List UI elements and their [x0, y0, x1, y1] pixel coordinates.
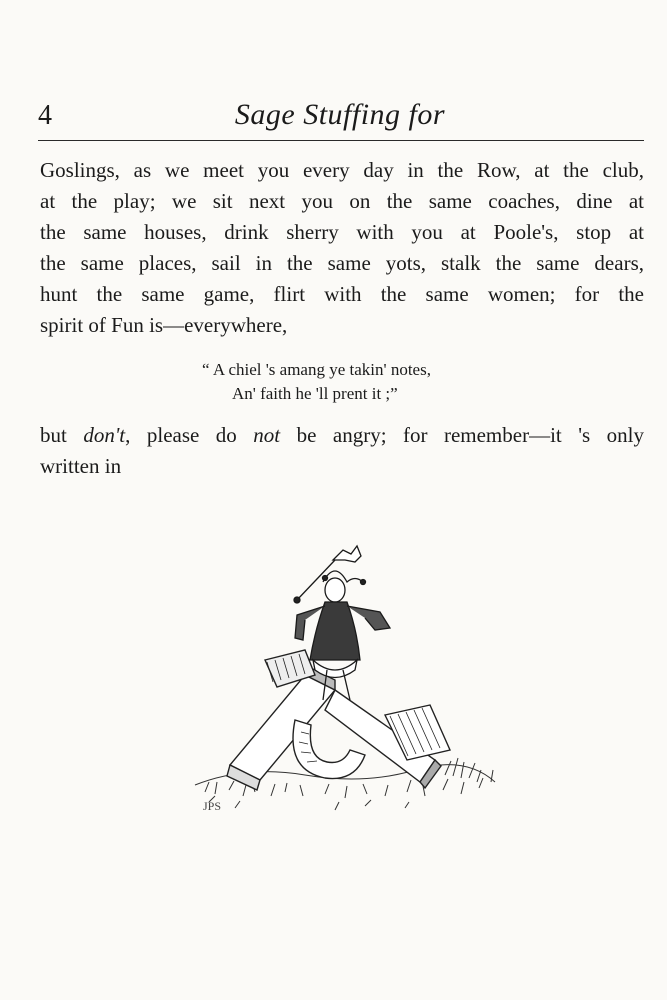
text-run: , please do	[125, 423, 254, 447]
page-header	[38, 96, 642, 136]
text-line	[40, 420, 644, 451]
text-line: spirit of Fun is—everywhere,	[40, 313, 288, 337]
emphasis-dont: don't	[83, 423, 126, 447]
text-line: hunt the same game, flirt with the same women; for the	[40, 282, 644, 306]
text-line: the same houses, drink sherry with you at Poole's, stop at	[40, 220, 644, 244]
page-number: 4	[38, 100, 52, 131]
text-line: Goslings, as we meet you every day in the Row, at the club,	[40, 158, 644, 182]
text-line: the same places, sail in the same yots, stalk the same dears,	[40, 251, 644, 275]
jester-on-letters-icon	[185, 520, 505, 820]
quote-line-1: “ A chiel 's amang ye takin' notes,	[202, 360, 431, 379]
text-run: be angry; for remember—it 's only	[280, 423, 644, 447]
emphasis-not: not	[253, 423, 281, 447]
text-line: written in	[40, 454, 122, 478]
paragraph-1	[40, 155, 644, 341]
paragraph-2	[40, 420, 644, 482]
quote-line-2: An' faith he 'll prent it ;”	[232, 384, 398, 403]
svg-text:JPS: JPS	[203, 799, 222, 813]
header-rule	[38, 140, 644, 141]
text-run: but	[40, 423, 84, 447]
running-title: Sage Stuffing for	[234, 98, 446, 131]
text-line: at the play; we sit next you on the same coaches, dine at	[40, 189, 644, 213]
verse-quote	[202, 358, 431, 406]
